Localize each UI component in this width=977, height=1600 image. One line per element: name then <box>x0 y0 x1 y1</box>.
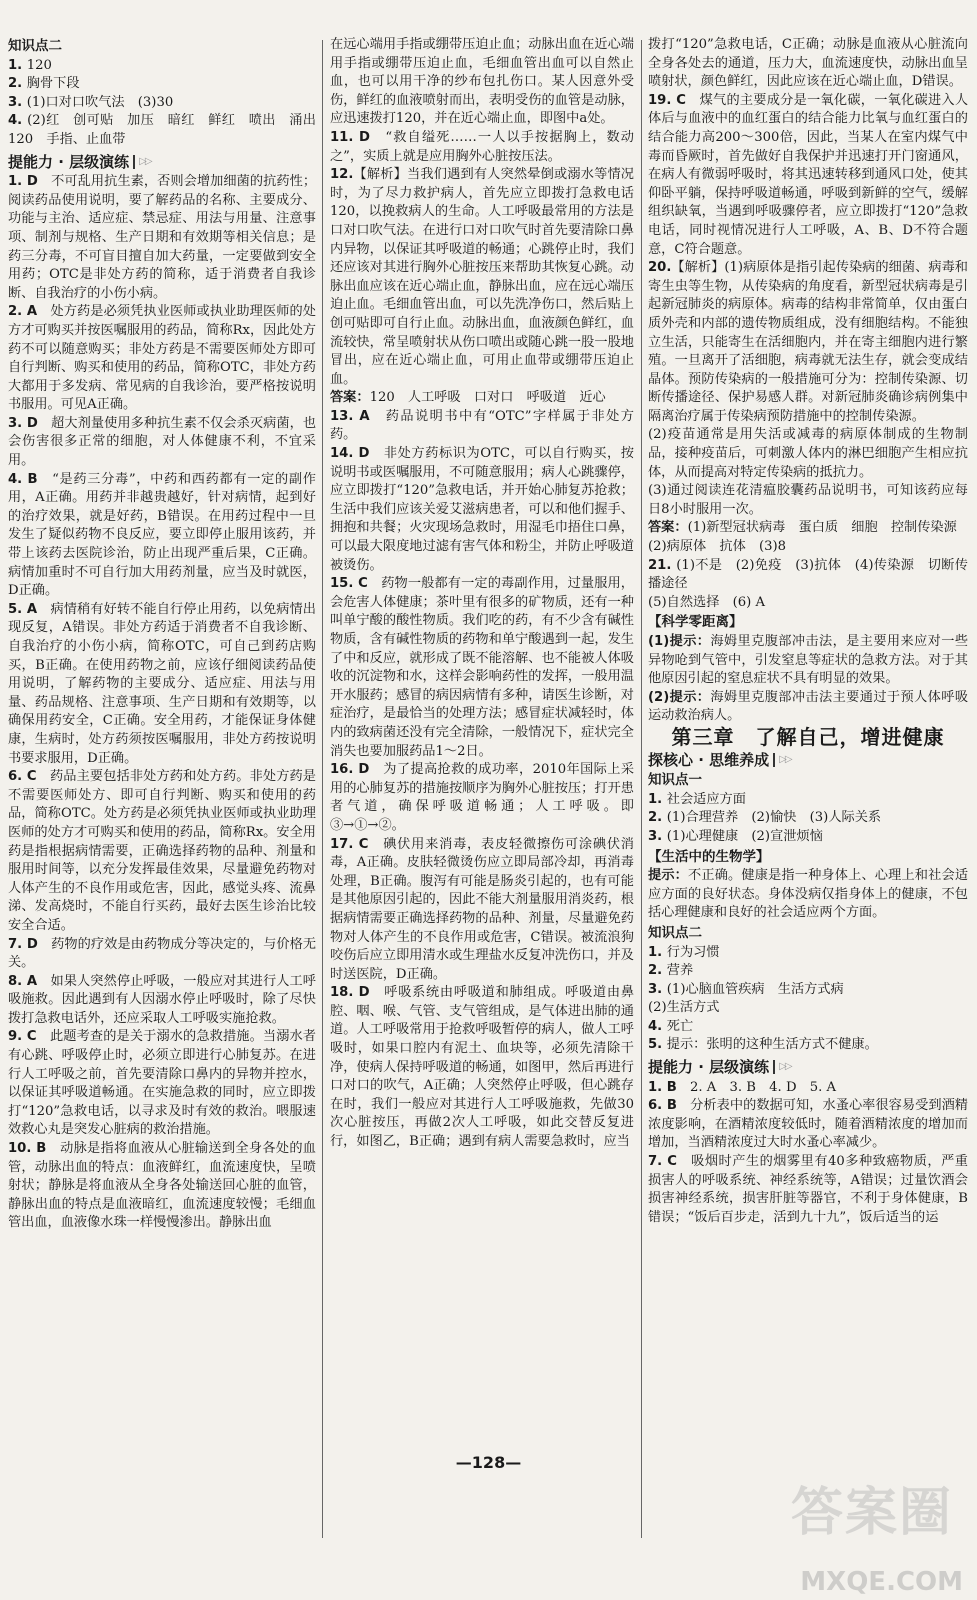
answer-item: 10. B 动脉是指将血液从心脏输送到全身各处的血管，动脉出血的特点：血液鲜红，血流速度快，呈喷射状；静脉是将血液从全身各处输送回心脏的血管，静脉出血的特点是血液暗红，血流速度较慢；毛细血管出血，血液像水珠一样慢慢渗出。静脉出血 <box>8 1141 316 1231</box>
answer-item: 3. (1)心理健康 (2)宣泄烦恼 <box>648 828 823 844</box>
answer-item: (3)通过阅读连花清瘟胶囊药品说明书，可知该药应每日8小时服用一次。 <box>648 483 968 517</box>
arrow-icon: ▷▷ <box>779 1061 791 1073</box>
section-banner-label: 提能力 · 层级演练 <box>648 1058 770 1077</box>
page-number: —128— <box>455 1453 522 1472</box>
watermark-logo <box>763 1483 963 1598</box>
answer-item: 2. (1)合理营养 (2)愉快 (3)人际关系 <box>648 810 882 826</box>
watermark-text: 答案圈 <box>790 1483 953 1543</box>
divider-bar-icon <box>133 155 135 169</box>
answer-item: 5. A 病情稍有好转不能自行停止用药，以免病情出现反复，A错误。非处方药适于消费者不自我诊断、自我治疗的小伤小病，简称OTC，可自己到药店购买，B正确。在使用药物之前，应该仔细阅读药品使用说明，了解药物的主要成分、适应症、用法与用量、药品规格、注意事项、生产日期和有效期等，以确保用药安全，C正确。安全用药，才能保证身体健康，生病时，处方药须按医嘱服用，非处方药按说明书要求服用，D正确。 <box>8 601 316 766</box>
section-banner-label: 提能力 · 层级演练 <box>8 152 130 171</box>
answer-item: 6. B 分析表中的数据可知，水蚤心率很容易受到酒精浓度影响，在酒精浓度较低时，随着酒精浓度的增加而增加，当酒精浓度过大时水蚤心率减少。 <box>648 1098 968 1151</box>
answer-item: 16. D 为了提高抢救的成功率，2010年国际上采用的心肺复苏的措施按顺序为胸外心脏按压；打开患者气道，确保呼吸道畅通；人工呼吸。即③→①→②。 <box>330 762 635 833</box>
answer-item: 4. B “是药三分毒”，中药和西药都有一定的副作用，A正确。用药并非越贵越好，针对病情，起到好的治疗效果，就是好药，B错误。在用药过程中一旦发生了疑似药物不良反应，要立即停止服用该药，并带上该药去医院诊治，防止出现严重后果，C正确。病情加重时不可自行加大用药剂量，应当及时就医，D正确。 <box>8 471 316 599</box>
answer-item: (5)自然选择 (6) A <box>648 594 766 610</box>
answer-item: 2. 胸骨下段 <box>8 76 80 92</box>
answer-item: 11. D “救自缢死……一人以手按据胸上，数动之”，实质上就是应用胸外心脏按压法。 <box>330 129 634 164</box>
answer-item: 1. 120 <box>8 57 52 73</box>
arrow-icon: ▷▷ <box>139 155 151 167</box>
answer-item: 2. A 处方药是必须凭执业医师或执业助理医师的处方才可购买并按医嘱服用的药品，简称Rx，因此处方药不可以随意购买；非处方药是不需要医师处方即可自行判断、购买和使用的药品，简称OTC，非处方药大都用于多发病、常见病的自我诊治，要严格按说明书服用。可见A正确。 <box>8 304 316 413</box>
answer-item: (2)生活方式 <box>648 1000 720 1016</box>
answer-item: 15. C 药物一般都有一定的毒副作用，过量服用，会危害人体健康；茶叶里有很多的矿物质，还有一种叫单宁酸的酸性物质。我们吃的药，有不少含有碱性物质，含有碱性物质的药物和单宁酸遇到一起，发生了中和反应，就形成了既不能溶解、也不能被人体吸收的沉淀物和水，这样会影响药性的发挥，一般用温开水服药；感冒的病因病情有多种，请医生诊断，对症治疗，是最恰当的处理方法；感冒症状减轻时，体内的致病菌还没有完全清除，一般情况下，症状完全消失也要加服药品1～2日。 <box>330 576 634 759</box>
answer-item: 19. C 煤气的主要成分是一氧化碳，一氧化碳进入人体后与血液中的血红蛋白的结合能力比氧与血红蛋白的结合能力高200～300倍，因此，当某人在室内煤气中毒而昏厥时，首先做好自我保护并迅速打开门窗通风，在病人有微弱呼吸时，将其迅速转移到通风口处，使其仰卧平躺，保持呼吸道畅通，呼吸到新鲜的空气，缓解组织缺氧，当遇到呼吸骤停者，应立即拨打“120”急救电话，同时视情况进行人工呼吸，A、B、D不符合题意，C符合题意。 <box>648 92 969 257</box>
answer-item: 6. C 药品主要包括非处方药和处方药。非处方药是不需要医师处方、即可自行判断、购买和使用的药品，简称OTC。处方药是必须凭执业医师或执业助理医师的处方才可购买和使用的药品，简称Rx。安全用药是指根据病情需要，正确选择药物的品种、剂量和服用时间等，以充分发挥最佳效果，尽量避免药物对人体产生的不良作用或危害，因此，感觉头疼、流鼻涕、发高烧时，不能自行买药，最好去医生诊治比较安全合适。 <box>8 769 316 933</box>
answer-item: 17. C 碘伏用来消毒，表皮轻微擦伤可涂碘伏消毒，A正确。皮肤轻微烫伤应立即局部冷却，再消毒处理，B正确。腹泻有可能是肠炎引起的，也有可能是其他原因引起的，因此不能大剂量服用消炎药，根据病情需要正确选择药物的品种、剂量，尽量避免药物对人体产生的不良作用或危害，C错误。被流浪狗咬伤后应立即用清水或生理盐水反复冲洗伤口，并及时送医院，D正确。 <box>330 836 634 982</box>
answer-item: 3. D 超大剂量使用多种抗生素不仅会杀灭病菌，也会伤害很多正常的细胞，对人体健康不利，不宜采用。 <box>8 415 317 469</box>
answer-item: 9. C 此题考查的是关于溺水的急救措施。当溺水者有心跳、呼吸停止时，必须立即进行心肺复苏。在进行人工呼吸之前，首先要清除口鼻内的异物并控水，以保证其呼吸道畅通。在实施急救的同时，应立即拨打“120”急救电话，以寻求及时有效的救治。喂服速效救心丸是突发心脏病的救治措施。 <box>8 1029 316 1138</box>
answer-item: 拨打“120”急救电话，C正确；动脉是血液从心脏流向全身各处去的通道，压力大，血流速度快，动脉出血呈喷射状，颜色鲜红，因此应该在近心端止血，D错误。 <box>648 37 968 90</box>
answer-item: 5. 提示：张明的这种生活方式不健康。 <box>648 1037 878 1053</box>
answer-item: 4. (2)红 创可贴 加压 暗红 鲜红 喷出 涌出 120 手指、止血带 <box>8 113 330 147</box>
answer-column-1 <box>8 36 330 1233</box>
answer-column-2 <box>330 36 634 1152</box>
answer-item: 18. D 呼吸系统由呼吸道和肺组成。呼吸道由鼻腔、咽、喉、气管、支气管组成，是气体进出肺的通道。人工呼吸常用于抢救呼吸暂停的病人，做人工呼吸时，如果口腔内有泥土、血块等，必须先清除干净，使病人保持呼吸道的畅通，如图甲，然后再进行口对口的吹气，A正确；人突然停止呼吸，但心跳存在时，我们一般应对其进行人工呼吸施救，先做30次心脏按压，再做2次人工呼吸，如此交替反复进行，如图乙，B正确；遇到有病人需要急救时，应当 <box>330 985 635 1150</box>
answer-item: 3. (1)口对口吹气法 (3)30 <box>8 94 174 110</box>
arrow-icon: ▷▷ <box>779 753 791 765</box>
answer-item: (2)提示：海姆里克腹部冲击法主要通过于预人体呼吸运动救治病人。 <box>648 689 969 724</box>
answer-item: 答案：120 人工呼吸 口对口 呼吸道 近心 <box>330 390 606 406</box>
section-banner-label: 探核心 · 思维养成 <box>648 750 770 769</box>
divider-bar-icon <box>773 1060 775 1074</box>
column-divider-1 <box>322 40 323 1538</box>
answer-item: 在远心端用手指或绷带压迫止血；动脉出血在近心端用手指或绷带压迫止血，毛细血管出血可以自然止血，也可以用干净的纱布包扎伤口。某人因意外受伤，鲜红的血液喷射而出，表明受伤的血管是动脉，应迅速拨打120，并在近心端止血，即图中a处。 <box>330 37 634 127</box>
answer-item: (2)疫苗通常是用失活或减毒的病原体制成的生物制品，接种疫苗后，可刺激人体内的淋巴细胞产生相应抗体，从而提高对特定传染病的抵抗力。 <box>648 427 968 480</box>
answer-item: 20.【解析】(1)病原体是指引起传染病的细菌、病毒和寄生虫等生物，从传染病的角度看，新型冠状病毒是引起新冠肺炎的病原体。病毒的结构非常简单，仅由蛋白质外壳和内部的遗传物质组成，没有细胞结构。不能独立生活，只能寄生在活细胞内，并在寄主细胞内进行繁殖。一旦离开了活细胞，病毒就无法生存，就会变成结晶体。预防传染病的一般措施可分为：控制传染源、切断传播途径、保护易感人群。对新冠肺炎确诊病例集中隔离治疗属于传染病预防措施中的控制传染源。 <box>648 260 968 424</box>
answer-item: 21. (1)不是 (2)免疫 (3)抗体 (4)传染源 切断传播途径 <box>648 557 968 592</box>
section-heading: 知识点二 <box>648 924 702 941</box>
answer-item: 12.【解析】当我们遇到有人突然晕倒或溺水等情况时，为了尽力救护病人，首先应立即拨打急救电话120，以挽救病人的生命。人工呼吸最常用的方法是口对口吹气法。在进行口对口吹气时首先要清除口鼻内异物，以保证其呼吸道的畅通；心跳停止时，我们还应该对其进行胸外心脏按压来帮助其恢复心跳。动脉出血应该在近心端止血，静脉出血，应在远心端压迫止血。毛细血管出血，可以先洗净伤口，然后贴上创可贴即可自行止血。动脉出血，血液颜色鲜红，血流较快，常呈喷射状从伤口喷出或随心跳一股一股地冒出，应在近心端止血，可用止血带或绷带压迫止血。 <box>330 167 634 387</box>
answer-item: 答案：(1)新型冠状病毒 蛋白质 细胞 控制传染源 <box>648 520 957 536</box>
answer-item: 1. D 不可乱用抗生素，否则会增加细菌的抗药性；阅读药品使用说明，要了解药品的名称、主要成分、功能与主治、适应症、禁忌症、用法与用量、注意事项、制剂与规格、生产日期和有效期等相关信息；是药三分毒，不可盲目擅自加大药量，一定要做到安全用药；OTC是非处方药的简称，适于消费者自我诊断、自我治疗的小伤小病。 <box>8 174 317 301</box>
answer-item: 7. D 药物的疗效是由药物成分等决定的，与价格无关。 <box>8 936 317 971</box>
answer-item: 2. 营养 <box>648 963 694 979</box>
section-heading: 知识点一 <box>648 772 702 789</box>
answer-item: 4. 死亡 <box>648 1018 694 1034</box>
answer-item: (1)提示：海姆里克腹部冲击法，是主要用来应对一些异物呛到气管中，引发窒息等症状的急救方法。对于其他原因引起的窒息症状不具有明显的效果。 <box>648 634 969 687</box>
section-banner <box>648 751 968 770</box>
chapter-title: 第三章 了解自己，增进健康 <box>671 724 945 749</box>
answer-item: 14. D 非处方药标识为OTC，可以自行购买，按说明书或医嘱服用，不可随意服用；病人心跳骤停，应立即拨打“120”急救电话，并开始心肺复苏抢救；生活中我们应该关爱艾滋病患者，可以和他们握手、拥抱和共餐；火灾现场急救时，用湿毛巾捂住口鼻，可以最大限度地过滤有害气体和粉尘，并防止呼吸道被烫伤。 <box>330 446 634 573</box>
answer-item: 8. A 如果人突然停止呼吸，一般应对其进行人工呼吸施救。因此遇到有人因溺水停止呼吸时，除了尽快拨打急救电话外，还应采取人工呼吸实施抢救。 <box>8 973 316 1026</box>
divider-bar-icon <box>773 753 775 767</box>
answer-column-3 <box>648 36 968 1227</box>
answer-item: 1. 行为习惯 <box>648 944 720 960</box>
answer-item: 7. C 吸烟时产生的烟雾里有40多种致癌物质，严重损害人的呼吸系统、神经系统等，A错误；过量饮酒会损害神经系统，损害肝脏等器官，不利于身体健康，B错误；“饭后百步走，活到九十九”，饭后适当的运 <box>648 1154 968 1225</box>
section-banner <box>8 153 316 172</box>
section-heading: 知识点二 <box>8 38 62 54</box>
bracket-heading: 【科学零距离】 <box>648 614 743 631</box>
answer-item: 1. B 2. A 3. B 4. D 5. A <box>648 1079 837 1095</box>
answer-item: 13. A 药品说明书中有“OTC”字样属于非处方药。 <box>330 408 634 443</box>
answer-item: (2)病原体 抗体 (3)8 <box>648 539 787 555</box>
section-banner <box>648 1058 968 1077</box>
answer-item: 1. 社会适应方面 <box>648 791 746 807</box>
answer-item: 提示：不正确。健康是指一种身体上、心理上和社会适应方面的良好状态。身体没病仅指身体上的健康，不包括心理健康和良好的社会适应两个方面。 <box>648 868 969 921</box>
watermark-url: MXQE.COM <box>800 1567 963 1598</box>
answer-item: 3. (1)心脑血管疾病 生活方式病 <box>648 981 844 997</box>
column-divider-2 <box>641 40 642 1538</box>
bracket-heading: 【生活中的生物学】 <box>648 848 770 865</box>
